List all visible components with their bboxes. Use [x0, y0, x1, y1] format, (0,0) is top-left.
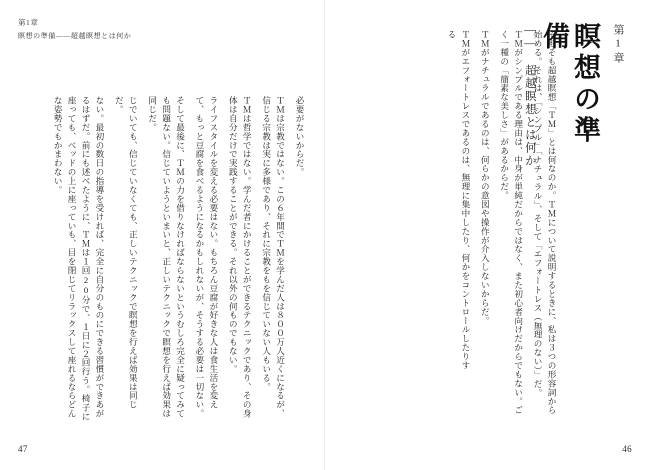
chapter-number: 第1章: [612, 24, 624, 66]
text-column: ＴＭがナチュラルであるのは、何らかの意図や操作が介入しないからだ。: [480, 30, 491, 326]
running-head: [18, 16, 131, 44]
text-column: ＴＭがシンプルである理由は、中身が単純だからではなく、また初心者向けだからでもない。ごく一種の「簡素な美しさ」があるからだ。: [499, 30, 524, 415]
text-column: ない。最初の数日の指導を受ければ、完全に自分のものにできる習慣ができあがるはずだ。前にも述べたように、ＴＭは１回20分で、１日に２回行う。椅子に座っても、ベッドの上に座っていも、目を閉じてリラックスして座れるならどんな姿勢でもかまわない。: [53, 96, 105, 421]
running-head-chapter: 第1章: [18, 18, 39, 27]
text-column: ＴＭがエフォートレスであるのは、無理に集中したり、何かをコントロールしたりする: [446, 30, 471, 370]
text-column: そもそも超越瞑想「ＴＭ」とは何なのか。ＴＭについて説明するときに、私は３つの形容詞から始める。それは、「シンプル」「ナチュラル」、そして「エフォートレス（無理のない）」だ。: [533, 30, 557, 415]
page-number-left: 47: [18, 444, 28, 454]
right-page: [325, 0, 650, 470]
left-page-body: [45, 96, 306, 426]
text-column: そして最後に、ＴＭの力を借りなければならないというむしろ完全に疑ってみても問題ない。信じていようといまいと、正しいテクニックで瞑想を行えば効果は同じだ。: [147, 96, 186, 418]
text-column: 必要がないからだ。: [295, 96, 305, 177]
text-column: ＴＭは哲学ではない。学んだ者にかけることができるテクニックであり、その身体は自分だけで実践することができる。それ以外の何ものでもない。: [228, 96, 253, 418]
page-number-right: 46: [622, 444, 632, 454]
running-head-title: 瞑想の準備――超越瞑想とは何か: [18, 32, 132, 41]
chapter-subtitle: ―― 超越瞑想とは何か: [523, 24, 536, 168]
text-column: ＴＭは宗教ではない。この６年間でＴＭを学んだ人は８００万人近くになるが、信じる宗教は実に多様であり、それに宗教をもを信じていない人もいる。: [261, 96, 286, 418]
right-page-body: [439, 30, 558, 420]
chapter-title: 瞑想の準備: [538, 22, 600, 148]
text-column: ライフスタイルを変える必要はない。もちろん豆腐が好きな人は食生活を変えて、もっと豆腐を食べるようになるかもしれないが、そうする必要は一切ない。: [194, 96, 219, 418]
text-column: じでいても、信じていなくても、正しいテクニックで瞑想を行えば効果は同じだ。: [114, 96, 139, 410]
